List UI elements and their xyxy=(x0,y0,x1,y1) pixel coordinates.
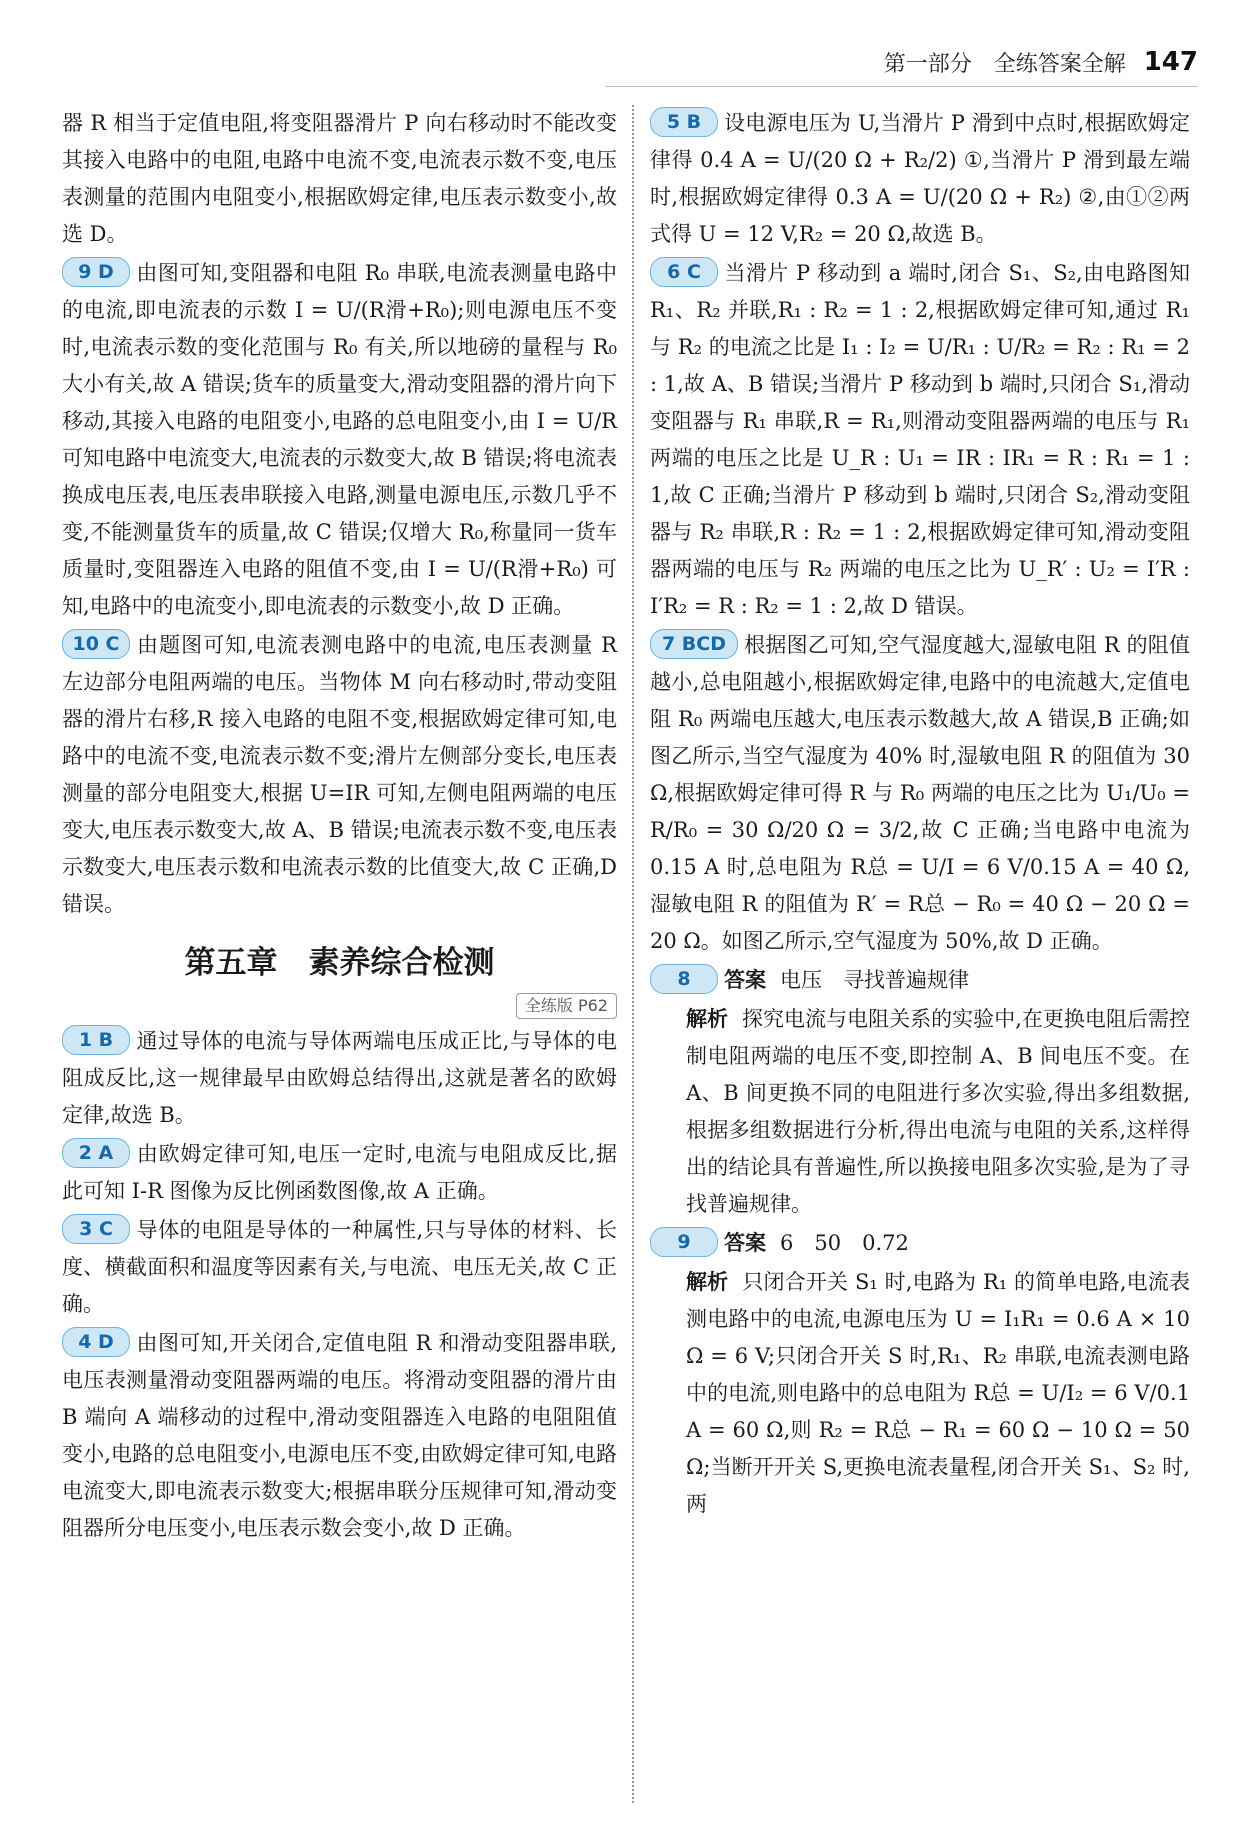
answer-item-3 xyxy=(62,1212,617,1323)
question-tag: 8 xyxy=(650,964,718,994)
question-tag: 2 A xyxy=(62,1138,130,1168)
edition-row xyxy=(62,989,617,1023)
question-tag: 4 D xyxy=(62,1327,130,1357)
answer-item-7 xyxy=(650,627,1190,960)
answer-item-8 xyxy=(650,962,1190,999)
answer-item-5 xyxy=(650,105,1190,253)
left-column xyxy=(62,105,617,1549)
edition-badge: 全练版 P62 xyxy=(516,993,617,1019)
answer-label: 答案 xyxy=(724,1231,766,1255)
question-tag: 10 C xyxy=(62,629,130,659)
answer-text: 当滑片 P 移动到 a 端时,闭合 S₁、S₂,由电路图知 R₁、R₂ 并联,R₁ : R₂ = 1 : 2,根据欧姆定律可知,通过 R₁ 与 R₂ 的电流之比是 I₁ : I₂ = U/R₁ : U/R₂ = R₂ : R₁ = 2 : 1,故 A、B 错误;当滑片 P 移动到 b 端时,只闭合 S₁,滑动变阻器与 R₁ 串联,R = R₁,则滑动变阻器两端的电压与 R₁ 两端的电压之比是 U_R : U₁ = IR : IR₁ = R : R₁ = 1 : 1,故 C 正确;当滑片 P 移动到 b 端时,只闭合 S₂,滑动变阻器与 R₂ 串联,R : R₂ = 1 : 2,根据欧姆定律可知,滑动变阻器两端的电压与 R₂ 两端的电压之比为 U_R′ : U₂ = I′R : I′R₂ = R : R₂ = 1 : 2,故 D 错误。 xyxy=(650,261,1190,618)
analysis-label: 解析 xyxy=(686,1007,729,1031)
question-tag: 5 B xyxy=(650,107,718,137)
question-tag: 7 BCD xyxy=(650,629,738,659)
analysis-8 xyxy=(650,1001,1190,1223)
answer-text: 导体的电阻是导体的一种属性,只与导体的材料、长度、横截面积和温度等因素有关,与电流、电压无关,故 C 正确。 xyxy=(62,1218,617,1316)
section-title: 第一部分 全练答案全解 xyxy=(883,51,1126,77)
answer-item-10 xyxy=(62,627,617,923)
answer-value: 电压 寻找普遍规律 xyxy=(780,968,969,992)
answer-text: 由图可知,开关闭合,定值电阻 R 和滑动变阻器串联,电压表测量滑动变阻器两端的电压。将滑动变阻器的滑片由 B 端向 A 端移动的过程中,滑动变阻器连入电路的电阻阻值变小,电路的总电阻变小,电源电压不变,由欧姆定律可知,电路电流变大,即电流表示数变大;根据串联分压规律可知,滑动变阻器所分电压变小,电压表示数会变小,故 D 正确。 xyxy=(62,1331,617,1540)
answer-item-2 xyxy=(62,1136,617,1210)
right-column xyxy=(650,105,1190,1525)
question-tag: 9 xyxy=(650,1227,718,1257)
analysis-text: 只闭合开关 S₁ 时,电路为 R₁ 的简单电路,电流表测电路中的电流,电源电压为 U = I₁R₁ = 0.6 A × 10 Ω = 6 V;只闭合开关 S 时,R₁、R₂ 串联,电流表测电路中的电流,则电路中的总电阻为 R总 = U/I₂ = 6 V/0.1 A = 60 Ω,则 R₂ = R总 − R₁ = 60 Ω − 10 Ω = 50 Ω;当断开开关 S,更换电流表量程,闭合开关 S₁、S₂ 时,两 xyxy=(686,1270,1190,1516)
answer-item-9 xyxy=(62,255,617,625)
answer-text: 设电源电压为 U,当滑片 P 滑到中点时,根据欧姆定律得 0.4 A = U/(20 Ω + R₂/2) ①,当滑片 P 滑到最左端时,根据欧姆定律得 0.3 A = U/(20 Ω + R₂) ②,由①②两式得 U = 12 V,R₂ = 20 Ω,故选 B。 xyxy=(650,111,1190,246)
header-rule xyxy=(605,86,1198,87)
answer-text: 根据图乙可知,空气湿度越大,湿敏电阻 R 的阻值越小,总电阻越小,根据欧姆定律,电路中的电流越大,定值电阻 R₀ 两端电压越大,电压表示数越大,故 A 错误,B 正确;如图乙所示,当空气湿度为 40% 时,湿敏电阻 R 的阻值为 30 Ω,根据欧姆定律可得 R 与 R₀ 两端的电压之比为 U₁/U₀ = R/R₀ = 30 Ω/20 Ω = 3/2,故 C 正确;当电路中电流为 0.15 A 时,总电阻为 R总 = U/I = 6 V/0.15 A = 40 Ω,湿敏电阻 R 的阻值为 R′ = R总 − R₀ = 40 Ω − 20 Ω = 20 Ω。如图乙所示,空气湿度为 50%,故 D 正确。 xyxy=(650,633,1190,953)
answer-item-8-cont xyxy=(62,105,617,253)
answer-text: 由欧姆定律可知,电压一定时,电流与电阻成反比,据此可知 I-R 图像为反比例函数图像,故 A 正确。 xyxy=(62,1142,617,1203)
answer-item-1 xyxy=(62,1023,617,1134)
question-tag: 6 C xyxy=(650,257,718,287)
answer-label: 答案 xyxy=(724,968,766,992)
page-header xyxy=(884,42,1198,82)
analysis-label: 解析 xyxy=(686,1270,729,1294)
answer-item-6 xyxy=(650,255,1190,625)
question-tag: 9 D xyxy=(62,257,130,287)
column-divider xyxy=(632,105,634,1803)
answer-value: 6 50 0.72 xyxy=(780,1231,909,1255)
answer-text: 通过导体的电流与导体两端电压成正比,与导体的电阻成反比,这一规律最早由欧姆总结得出,这就是著名的欧姆定律,故选 B。 xyxy=(62,1029,617,1127)
question-tag: 1 B xyxy=(62,1025,130,1055)
answer-text: 由题图可知,电流表测电路中的电流,电压表测量 R 左边部分电阻两端的电压。当物体 M 向右移动时,带动变阻器的滑片右移,R 接入电路的电阻不变,根据欧姆定律可知,电路中的电流不变,电流表示数不变;滑片左侧部分变长,电压表测量的部分电阻变大,根据 U=IR 可知,左侧电阻两端的电压变大,电压表示数变大,故 A、B 错误;电流表示数不变,电压表示数变大,电压表示数和电流表示数的比值变大,故 C 正确,D 错误。 xyxy=(62,633,617,916)
analysis-9 xyxy=(650,1264,1190,1523)
answer-item-9-fill xyxy=(650,1225,1190,1262)
analysis-text: 探究电流与电阻关系的实验中,在更换电阻后需控制电阻两端的电压不变,即控制 A、B 间电压不变。在 A、B 间更换不同的电阻进行多次实验,得出多组数据,根据多组数据进行分析,得出电流与电阻的关系,这样得出的结论具有普遍性,所以换接电阻多次实验,是为了寻找普遍规律。 xyxy=(686,1007,1190,1216)
question-tag: 3 C xyxy=(62,1214,130,1244)
chapter-title: 第五章 素养综合检测 xyxy=(184,945,495,981)
answer-item-4 xyxy=(62,1325,617,1547)
answer-text: 器 R 相当于定值电阻,将变阻器滑片 P 向右移动时不能改变其接入电路中的电阻,电路中电流不变,电流表示数不变,电压表测量的范围内电阻变小,根据欧姆定律,电压表示数变小,故选 D。 xyxy=(62,111,617,246)
page-number: 147 xyxy=(1143,47,1198,77)
answer-text: 由图可知,变阻器和电阻 R₀ 串联,电流表测量电路中的电流,即电流表的示数 I = U/(R滑+R₀);则电源电压不变时,电流表示数的变化范围与 R₀ 有关,所以地磅的量程与 R₀ 大小有关,故 A 错误;货车的质量变大,滑动变阻器的滑片向下移动,其接入电路的电阻变小,电路的总电阻变小,由 I = U/R 可知电路中电流变大,电流表的示数变大,故 B 错误;将电流表换成电压表,电压表串联接入电路,测量电源电压,示数几乎不变,不能测量货车的质量,故 C 错误;仅增大 R₀,称量同一货车质量时,变阻器连入电路的阻值不变,由 I = U/(R滑+R₀) 可知,电路中的电流变小,即电流表的示数变小,故 D 正确。 xyxy=(62,261,617,618)
